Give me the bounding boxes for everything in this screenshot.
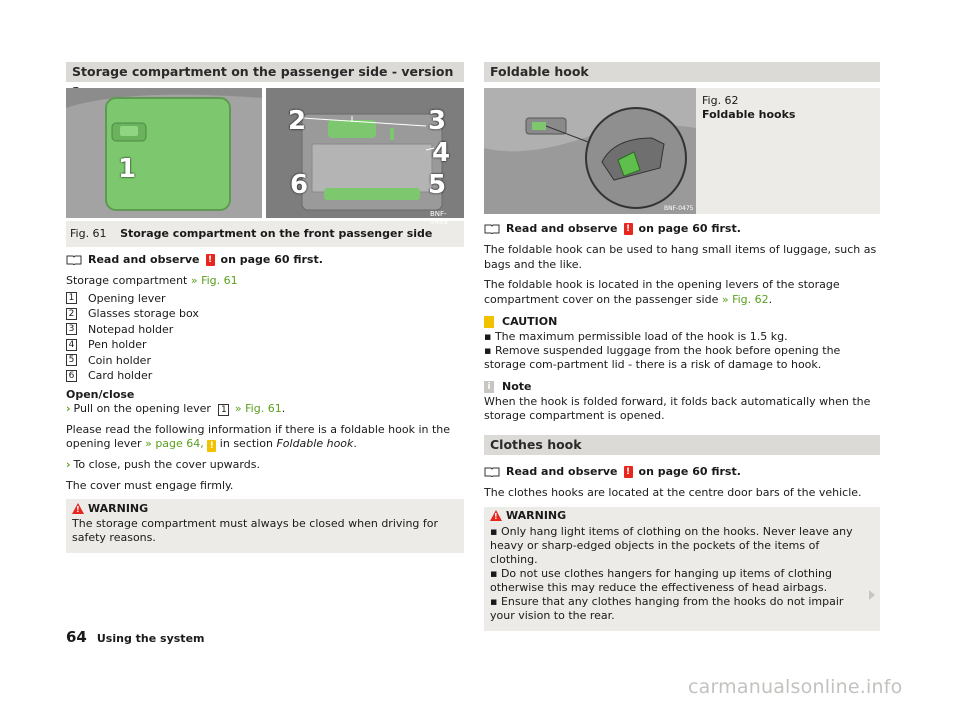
caution-list	[484, 330, 880, 372]
warning-box	[484, 507, 880, 631]
fig-link-61[interactable]: » Fig. 61	[234, 402, 282, 415]
watermark: carmanualsonline.info	[688, 676, 903, 698]
warning-excl-icon: !	[624, 466, 633, 478]
figure-62-code: BNF-0475	[664, 205, 694, 212]
warning-triangle-icon: !	[72, 503, 84, 514]
fig-link-61[interactable]: » Fig. 61	[190, 274, 238, 287]
open-close-heading: Open/close	[66, 387, 135, 401]
warning-triangle-icon: !	[490, 510, 502, 521]
list-item: 2 Glasses storage box	[66, 306, 464, 322]
left-column	[66, 62, 464, 553]
chevron-right-icon: ›	[66, 458, 71, 471]
warning-box	[66, 499, 464, 553]
section-title-clothes-hook: Clothes hook	[484, 435, 880, 455]
foldable-hook-info: Please read the following information if there is a foldable hook in the opening lever » page 64, ! in section Foldable hook.	[66, 422, 451, 451]
page-number: 64	[66, 628, 87, 646]
list-item: 5 Coin holder	[66, 353, 464, 369]
warning-excl-icon: !	[206, 254, 215, 266]
warning-header: ! WARNING	[72, 501, 454, 515]
figure-number: Fig. 62	[702, 94, 739, 107]
callout-4: 4	[432, 138, 451, 168]
figure-title: Foldable hooks	[702, 108, 796, 121]
component-list	[66, 291, 464, 384]
figure-number: Fig. 61	[70, 227, 107, 240]
chevron-right-icon: ›	[66, 402, 71, 415]
figure-61	[66, 88, 464, 226]
list-heading: Storage compartment	[66, 274, 188, 287]
cover-engage: The cover must engage firmly.	[66, 478, 234, 492]
hook-usage: The foldable hook can be used to hang small items of luggage, such as bags and the like.	[484, 243, 877, 271]
list-item: ▪ Ensure that any clothes hanging from the hooks do not impair your vision to the rear.	[490, 594, 844, 622]
section-title-foldable-hook: Foldable hook	[484, 62, 880, 82]
figure-62	[484, 88, 880, 214]
read-suffix: on page 60 first.	[220, 253, 323, 266]
figure-62-caption	[702, 94, 795, 122]
book-icon	[484, 467, 500, 477]
callout-5: 5	[428, 170, 447, 200]
step-open: › Pull on the opening lever 1 » Fig. 61.	[66, 402, 286, 415]
figure-title: Storage compartment on the front passenger side	[120, 227, 433, 240]
step-close: › To close, push the cover upwards.	[66, 458, 260, 471]
figure-code: BNF-0489	[430, 210, 448, 226]
info-icon: i	[484, 381, 494, 393]
warning-list	[490, 525, 870, 623]
book-icon	[484, 224, 500, 234]
callout-6: 6	[290, 170, 309, 200]
clothes-hook-location: The clothes hooks are located at the centre door bars of the vehicle.	[484, 486, 862, 499]
page-footer	[66, 628, 205, 646]
warning-header: ! WARNING	[490, 509, 870, 523]
list-item: ▪ Do not use clothes hangers for hanging up items of clothing otherwise this may reduce the effectiveness of head airbags.	[490, 566, 832, 594]
warning-text: The storage compartment must always be closed when driving for safety reasons.	[72, 517, 439, 544]
figure-caption	[66, 221, 464, 247]
continue-arrow-icon	[869, 590, 875, 600]
read-and-observe: Read and observe ! on page 60 first.	[484, 465, 880, 478]
caution-excl-icon: !	[207, 440, 216, 452]
list-item: ▪ Remove suspended luggage from the hook before opening the storage com-partment lid - there is a risk of damage to hook.	[484, 344, 841, 371]
figure-62-image	[484, 88, 696, 214]
figure-61-image	[66, 88, 464, 218]
caution-header: CAUTION	[484, 315, 880, 328]
list-item: 1 Opening lever	[66, 291, 464, 307]
warning-excl-icon: !	[624, 223, 633, 235]
note-text: When the hook is folded forward, it folds back automatically when the storage compartment is opened.	[484, 395, 871, 422]
list-item: 4 Pen holder	[66, 337, 464, 353]
section-title-storage: Storage compartment on the passenger side - version	[66, 62, 464, 82]
note-header: i Note	[484, 380, 880, 393]
list-heading-line	[66, 274, 464, 289]
right-column	[484, 62, 880, 631]
caution-icon	[484, 316, 494, 328]
list-item: 3 Notepad holder	[66, 322, 464, 338]
list-item: ▪ Only hang light items of clothing on the hooks. Never leave any heavy or sharp-edged objects in the pockets of the items of clothing.	[490, 524, 853, 566]
read-and-observe	[66, 253, 464, 266]
list-item: 6 Card holder	[66, 368, 464, 384]
callout-3: 3	[428, 106, 447, 136]
callout-1: 1	[118, 154, 137, 184]
page-link-64[interactable]: » page 64,	[145, 437, 204, 450]
book-icon	[66, 255, 82, 265]
read-prefix: Read and observe	[88, 253, 200, 266]
read-and-observe: Read and observe ! on page 60 first.	[484, 222, 880, 235]
page-section: Using the system	[96, 632, 205, 645]
fig-link-62[interactable]: » Fig. 62	[721, 292, 769, 306]
hook-location: The foldable hook is located in the opening levers of the storage compartment cover on the passenger side » Fig. 62.	[484, 278, 840, 306]
list-item: ▪ The maximum permissible load of the hook is 1.5 kg.	[484, 330, 788, 343]
callout-2: 2	[288, 106, 307, 136]
